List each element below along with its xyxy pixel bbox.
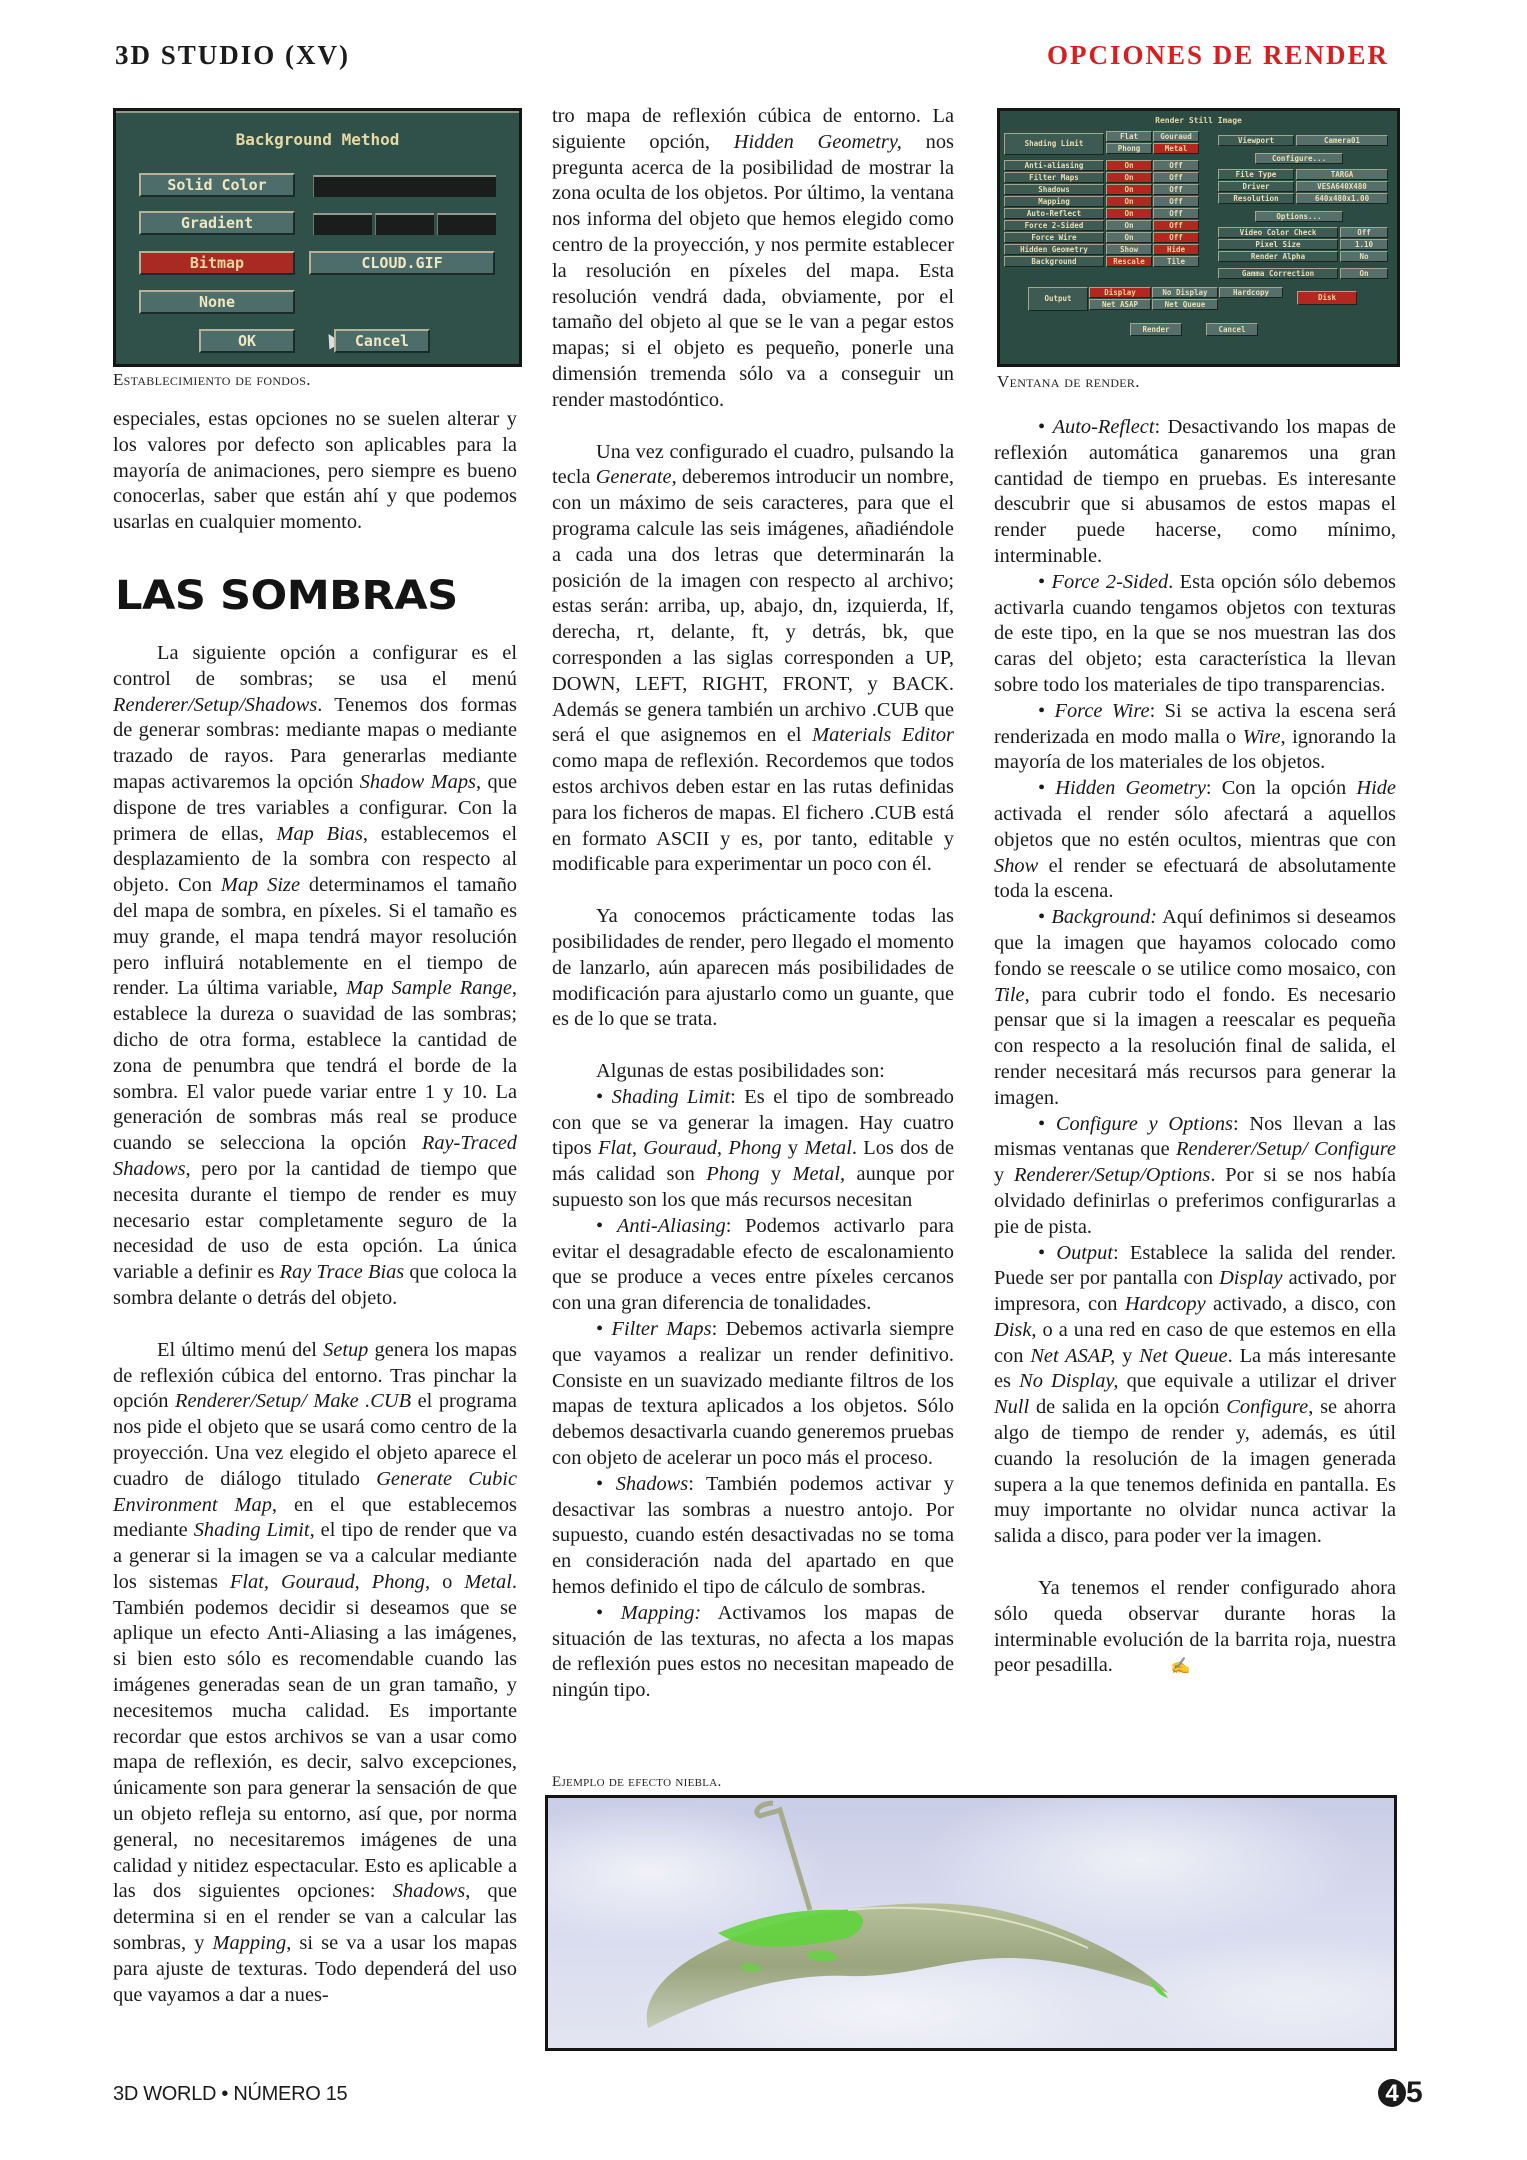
solid-color-swatch[interactable] bbox=[313, 175, 496, 197]
background-tile[interactable]: Tile bbox=[1153, 256, 1199, 267]
filter-maps-off[interactable]: Off bbox=[1153, 172, 1199, 183]
cancel-button[interactable]: Cancel bbox=[334, 329, 430, 353]
force-wire-on[interactable]: On bbox=[1106, 232, 1152, 243]
paragraph: El último menú del Setup genera los mapas de reflexión cúbica del entorno. Tras pinchar la opción Renderer/Setup/ Make .CUB el programa nos pide el objeto que se usará como centro de la proyección. Una vez elegido el objeto aparece el cuadro de diálogo titulado Generate Cubic Environment Map, en el que establecemos mediante Shading Limit, el tipo de render que va a generar si la imagen se va a calcular mediante los sistemas Flat, Gouraud, Phong, o Metal. También podemos decidir si deseamos que se aplique un efecto Anti-Aliasing a las imágenes, si bien esto sólo es recomendable cuando las imágenes generadas sean de un gran tamaño, y necesitemos mucha calidad. Es importante recordar que estos archivos se van a usar como mapa de reflexión, es decir, salvo excepciones, únicamente son para generar la sensación de que un objeto refleja su entorno, así que, por norma general, no necesitaremos imágenes de una calidad y nitidez espectacular. Esto es aplicable a las dos siguientes opciones: Shadows, que determina si en el render se van a calcular las sombras, y Mapping, si se va a usar los mapas para ajuste de texturas. Todo dependerá del uso que vayamos a dar a nues- bbox=[113, 1338, 518, 2006]
file-type-label: File Type bbox=[1218, 169, 1294, 180]
resolution-label: Resolution bbox=[1218, 193, 1294, 204]
toggle-label-auto-reflect: Auto-Reflect bbox=[1004, 208, 1104, 219]
paragraph: La siguiente opción a configurar es el control de sombras; se usa el menú Renderer/Setup/Shadows. Tenemos dos formas de generar sombras: mediante mapas o mediante trazado de rayos. Para generarlas mediante mapas activaremos la opción Shadow Maps, que dispone de tres variables a configurar. Con la primera de ellas, Map Bias, establecemos el desplazamiento de la sombra con respecto al objeto. Con Map Size determinamos el tamaño del mapa de sombra, en píxeles. Si el tamaño es muy grande, el mapa tendrá mayor resolución pero influirá notablemente en el tiempo de render. La última variable, Map Sample Range, establece la dureza o suavidad de las sombras; dicho de otra forma, establece la cantidad de zona de penumbra que tendrá el borde de la sombra. El valor puede variar entre 1 y 10. La generación de sombras más real se produce cuando se selecciona la opción Ray-Traced Shadows, pero por la cantidad de tiempo que necesita durante el tiempo de render es muy necesario estar completamente seguro de la necesidad de uso de esta opción. La única variable a definir es Ray Trace Bias que coloca la sombra delante o detrás del objeto. bbox=[113, 642, 517, 1309]
paragraph: Ya conocemos prácticamente todas las posibilidades de render, pero llegado el momento de lanzarlo, aún aparecen más posibilidades de modificación para ajustarlo como un guante, que es de lo que se trata. bbox=[552, 905, 954, 1031]
running-header-topic: OPCIONES DE RENDER bbox=[1046, 40, 1389, 70]
toggle-label-shadows: Shadows bbox=[1004, 184, 1104, 195]
output-no-display-button[interactable]: No Display bbox=[1152, 287, 1218, 298]
gradient-swatch-3[interactable] bbox=[437, 213, 496, 235]
article-column-1 bbox=[113, 407, 517, 536]
bitmap-button[interactable]: Bitmap bbox=[139, 251, 295, 275]
render-alpha-value[interactable]: No bbox=[1340, 251, 1388, 262]
driver-value[interactable]: VESA640X480 bbox=[1296, 181, 1388, 192]
gamma-correction-value[interactable]: On bbox=[1340, 268, 1388, 279]
bullet-shadows: • Shadows: También podemos activar y desactivar las sombras a nuestro antojo. Por supuesto, cuando estén desactivadas no se toma en consideración nada del apartado en que hemos definido el tipo de cálculo de sombras. bbox=[552, 1472, 954, 1599]
gradient-swatch-1[interactable] bbox=[313, 213, 372, 235]
bullet-background: • Background: Aquí definimos si deseamos que la imagen que hayamos colocado como fondo se reescale o se utilice como mosaico, con Tile, para cubrir todo el fondo. Es necesario pensar que si la imagen a reescalar es pequeña con respecto a la resolución final de salida, el render necesitará más recursos para generar la imagen. bbox=[994, 906, 1396, 1109]
figure-caption-background: Establecimiento de fondos. bbox=[113, 370, 311, 389]
bullet-output: • Output: Establece la salida del render. Puede ser por pantalla con Display activado, por impresora, con Hardcopy activado, a disco, con Disk, o a una red en caso de que estemos en ella con Net ASAP, y Net Queue. La más interesante es No Display, que equivale a utilizar el driver Null de salida en la opción Configure, se ahorra algo de tiempo de render y, además, es útil cuando la resolución de la imagen generada supera a la que tenemos definida en pantalla. Es muy importante no olvidar nunca activar la salida a disco, para poder ver la imagen. bbox=[994, 1241, 1397, 1548]
closing-paragraph: Ya tenemos el render configurado ahora sólo queda observar durante horas la interminable evolución de la barrita roja, nuestra peor pesadilla. ✍ bbox=[994, 1576, 1396, 1680]
toggle-label-mapping: Mapping bbox=[1004, 196, 1104, 207]
auto-reflect-off[interactable]: Off bbox=[1153, 208, 1199, 219]
force-2-sided-on[interactable]: On bbox=[1106, 220, 1152, 231]
video-color-check-value[interactable]: Off bbox=[1340, 227, 1388, 238]
toggle-label-force-2-sided: Force 2-Sided bbox=[1004, 220, 1104, 231]
solid-color-button[interactable]: Solid Color bbox=[139, 173, 295, 197]
bullet-force-2-sided: • Force 2-Sided. Esta opción sólo debemos activarla cuando tengamos objetos con texturas de este tipo, en la que se nos muestran las dos caras del objeto; esta característica la llevan sobre todo los materiales de tipo transparencias. bbox=[994, 570, 1396, 696]
hidden-geometry-show[interactable]: Show bbox=[1106, 244, 1152, 255]
bullet-auto-reflect: • Auto-Reflect: Desactivando los mapas de reflexión automática ganaremos una gran cantidad de tiempo en pruebas. Es interesante descubrir que si abusamos de estos mapas el render puede hacerse, como mínimo, interminable. bbox=[994, 416, 1396, 567]
resolution-value[interactable]: 640x480x1.00 bbox=[1296, 193, 1388, 204]
section-heading: LAS SOMBRAS bbox=[115, 573, 458, 619]
toggle-label-hidden-geometry: Hidden Geometry bbox=[1004, 244, 1104, 255]
paragraph: Una vez configurado el cuadro, pulsando la tecla Generate, deberemos introducir un nombre, con un máximo de seis caracteres, para que el programa calcule las seis imágenes, añadiéndole a cada una dos letras que determinarán la posición de la imagen con respecto al archivo; estas serán: arriba, up, abajo, dn, izquierda, lf, derecha, rt, delante, ft, y detrás, bk, que corresponden a las siglas corresponden a UP, DOWN, LEFT, RIGHT, FRONT, y BACK. Además se genera también un archivo .CUB que será el que asignemos en el Materials Editor como mapa de reflexión. Recordemos que todos estos archivos deben estar en las rutas definidas para los ficheros de mapas. El fichero .CUB está en formato ASCII y es, por tanto, editable y modificable para experimentar un poco con él. bbox=[552, 440, 954, 876]
figure-caption-fog: Ejemplo de efecto niebla. bbox=[552, 1774, 722, 1790]
output-hardcopy-button[interactable]: Hardcopy bbox=[1219, 287, 1283, 298]
render-still-image-dialog bbox=[997, 108, 1400, 367]
background-rescale[interactable]: Rescale bbox=[1106, 256, 1152, 267]
bitmap-file-button[interactable]: CLOUD.GIF bbox=[309, 251, 495, 275]
viewport-label: Viewport bbox=[1218, 135, 1294, 146]
fog-effect-image bbox=[545, 1795, 1397, 2051]
page-number-circled-digit: 4 bbox=[1378, 2079, 1406, 2107]
auto-reflect-on[interactable]: On bbox=[1106, 208, 1152, 219]
bullet-configure-options: • Configure y Options: Nos llevan a las mismas ventanas que Renderer/Setup/ Configure y Renderer/Setup/Options. Por si se nos había olvidado definirlas o preferimos configurarlas a pie de pista. bbox=[994, 1112, 1396, 1238]
bullet-filter-maps: • Filter Maps: Debemos activarla siempre que vayamos a realizar un render definitivo. Consiste en un suavizado mediante filtros de los mapas de textura aplicados a los objetos. Sólo debemos desactivarla cuando generemos pruebas con objeto de acelerar un poco más el proceso. bbox=[552, 1318, 954, 1470]
dialog-title: Background Method bbox=[235, 130, 400, 149]
paragraph: Algunas de estas posibilidades son: bbox=[596, 1060, 885, 1083]
video-color-check-label: Video Color Check bbox=[1218, 227, 1338, 238]
shading-metal-button[interactable]: Metal bbox=[1153, 143, 1199, 154]
article-column-1-body bbox=[113, 641, 517, 2008]
gradient-swatch-2[interactable] bbox=[375, 213, 434, 235]
file-type-value[interactable]: TARGA bbox=[1296, 169, 1388, 180]
render-alpha-label: Render Alpha bbox=[1218, 251, 1338, 262]
shading-flat-button[interactable]: Flat bbox=[1106, 131, 1152, 142]
bullet-hidden-geometry: • Hidden Geometry: Con la opción Hide activada el render sólo afectará a aquellos objetos que no estén ocultos, mientras que con Show el render se efectuará de absolutamente toda la escena. bbox=[994, 777, 1396, 903]
page-number-digit: 5 bbox=[1406, 2076, 1423, 2109]
force-2-sided-off[interactable]: Off bbox=[1153, 220, 1199, 231]
configure-button[interactable]: Configure... bbox=[1255, 153, 1343, 164]
paragraph: especiales, estas opciones no se suelen alterar y los valores por defecto son aplicables para la mayoría de animaciones, pero siempre es bueno conocerlas, saber que están ahí y que podemos usarlas en cualquier momento. bbox=[113, 408, 517, 534]
shadows-on[interactable]: On bbox=[1106, 184, 1152, 195]
shading-limit-label: Shading Limit bbox=[1004, 133, 1104, 155]
viewport-value[interactable]: Camera01 bbox=[1296, 135, 1388, 146]
figure-caption-render: Ventana de render. bbox=[997, 372, 1140, 391]
gamma-correction-label: Gamma Correction bbox=[1218, 268, 1338, 279]
footer-publication: 3D WORLD • NÚMERO 15 bbox=[113, 2083, 348, 2105]
output-net-queue-button[interactable]: Net Queue bbox=[1152, 299, 1218, 310]
bullet-force-wire: • Force Wire: Si se activa la escena será renderizada en modo malla o Wire, ignorando la mayoría de los materiales de los objetos. bbox=[994, 699, 1396, 774]
bullet-shading-limit: • Shading Limit: Es el tipo de sombreado con que se va generar la imagen. Hay cuatro tipos Flat, Gouraud, Phong y Metal. Los dos de más calidad son Phong y Metal, aunque por supuesto son los que más recursos necesitan bbox=[552, 1085, 954, 1212]
ok-button[interactable]: OK bbox=[199, 329, 295, 353]
none-button[interactable]: None bbox=[139, 290, 295, 314]
driver-label: Driver bbox=[1218, 181, 1294, 192]
filter-maps-on[interactable]: On bbox=[1106, 172, 1152, 183]
gradient-button[interactable]: Gradient bbox=[139, 211, 295, 235]
shading-gouraud-button[interactable]: Gouraud bbox=[1153, 131, 1199, 142]
pen-signature-icon: ✍ bbox=[1170, 1658, 1191, 1676]
page-number bbox=[1378, 2076, 1423, 2110]
output-net-asap-button[interactable]: Net ASAP bbox=[1089, 299, 1151, 310]
render-cancel-button[interactable]: Cancel bbox=[1206, 323, 1258, 336]
article-column-3 bbox=[994, 415, 1396, 1680]
options-button[interactable]: Options... bbox=[1255, 211, 1343, 222]
spaceship-illustration bbox=[548, 1798, 1394, 2048]
paragraph: tro mapa de reflexión cúbica de entorno. La siguiente opción, Hidden Geometry, nos pregunta acerca de la posibilidad de mostrar la zona oculta de los objetos. Por último, la ventana nos informa del objeto que hemos elegido como centro de la proyección, y nos permite establecer la resolución en píxeles del mapa. Esta resolución vendrá dada, obviamente, por el tamaño del objeto al que se le van a pegar estos mapas; si el objeto es pequeño, ponerle una dimensión tremenda sólo va a conseguir un render mastodóntico. bbox=[552, 105, 954, 411]
bullet-mapping: • Mapping: Activamos los mapas de situación de las texturas, no afecta a los mapas de reflexión pues estos no necesitan mapeado de ningún tipo. bbox=[552, 1601, 954, 1702]
pixel-size-label: Pixel Size bbox=[1218, 239, 1338, 250]
force-wire-off[interactable]: Off bbox=[1153, 232, 1199, 243]
render-button[interactable]: Render bbox=[1130, 323, 1182, 336]
bullet-anti-aliasing: • Anti-Aliasing: Podemos activarlo para evitar el desagradable efecto de escalonamiento que se produce a veces entre píxeles cercanos con una gran diferencia de tonalidades. bbox=[552, 1214, 954, 1315]
anti-aliasing-off[interactable]: Off bbox=[1153, 160, 1199, 171]
output-display-button[interactable]: Display bbox=[1089, 287, 1151, 298]
toggle-label-background: Background bbox=[1004, 256, 1104, 267]
toggle-label-force-wire: Force Wire bbox=[1004, 232, 1104, 243]
shading-phong-button[interactable]: Phong bbox=[1106, 143, 1152, 154]
toggle-label-filter-maps: Filter Maps bbox=[1004, 172, 1104, 183]
anti-aliasing-on[interactable]: On bbox=[1106, 160, 1152, 171]
mapping-on[interactable]: On bbox=[1106, 196, 1152, 207]
background-method-dialog bbox=[113, 108, 522, 367]
output-label: Output bbox=[1028, 287, 1088, 311]
shadows-off[interactable]: Off bbox=[1153, 184, 1199, 195]
hidden-geometry-hide[interactable]: Hide bbox=[1153, 244, 1199, 255]
article-column-2 bbox=[552, 104, 954, 1704]
mapping-off[interactable]: Off bbox=[1153, 196, 1199, 207]
output-disk-button[interactable]: Disk bbox=[1297, 291, 1357, 305]
pixel-size-value[interactable]: 1.10 bbox=[1340, 239, 1388, 250]
toggle-label-anti-aliasing: Anti-aliasing bbox=[1004, 160, 1104, 171]
dialog-title: Render Still Image bbox=[1155, 116, 1242, 125]
running-header-section: 3D STUDIO (XV) bbox=[115, 40, 351, 70]
